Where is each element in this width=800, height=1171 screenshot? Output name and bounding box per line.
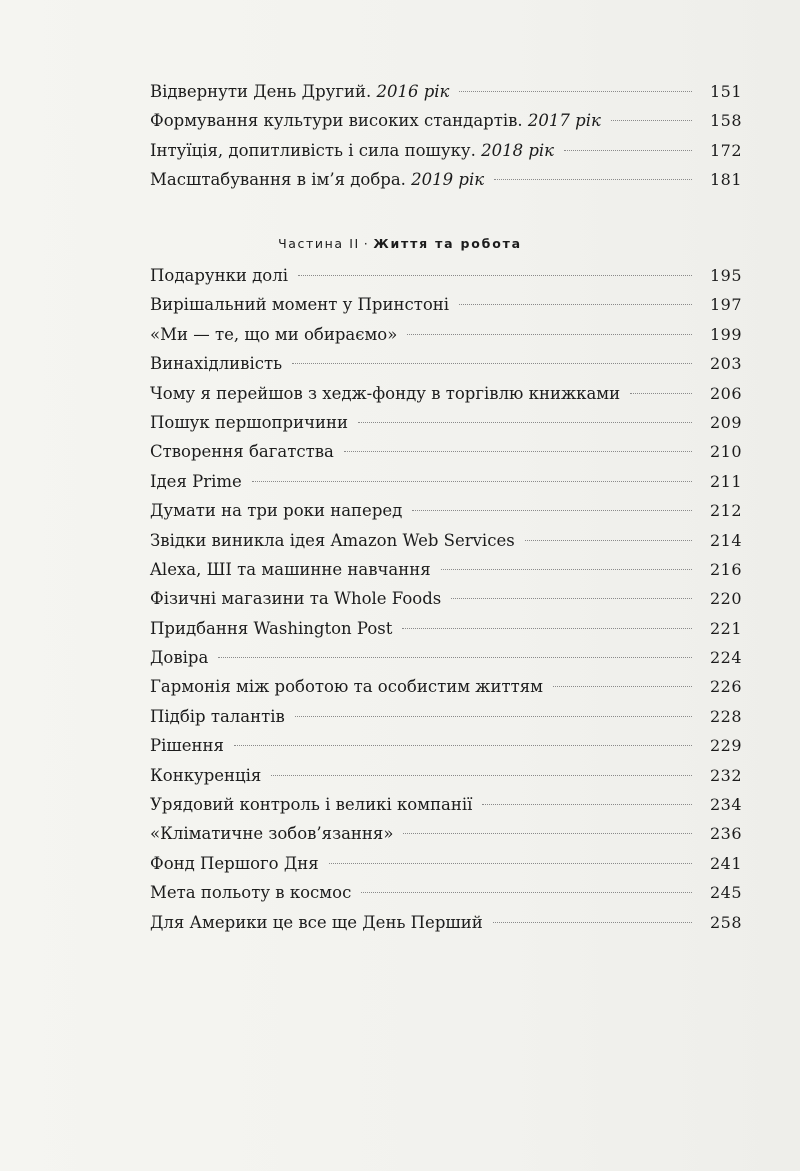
toc-list-part2 xyxy=(150,266,742,942)
toc-entry-year: 2019 рік xyxy=(411,170,485,190)
toc-entry xyxy=(150,589,742,618)
toc-entry-title-text: Подарунки долі xyxy=(150,266,288,285)
toc-entry-title xyxy=(150,141,564,160)
toc-entry-page-number: 234 xyxy=(709,795,742,815)
toc-entry-title xyxy=(150,170,494,189)
toc-entry-title-text: Відвернути День Другий. xyxy=(150,82,372,101)
toc-entry xyxy=(150,766,742,795)
dot-leader xyxy=(218,657,692,658)
toc-entry-title xyxy=(150,413,358,432)
part-separator: · xyxy=(363,236,370,251)
toc-entry-page-number: 236 xyxy=(709,824,742,844)
toc-entry-page-number: 224 xyxy=(709,648,742,668)
toc-entry-title xyxy=(150,883,361,902)
toc-entry-page-number: 195 xyxy=(709,266,742,285)
toc-entry-title-text: Чому я перейшов з хедж-фонду в торгівлю книжками xyxy=(150,383,621,403)
toc-entry-title xyxy=(150,560,441,579)
toc-entry-title-text: Формування культури високих стандартів. xyxy=(150,111,523,131)
toc-entry-page-number: 228 xyxy=(709,706,742,726)
dot-leader xyxy=(295,716,692,717)
toc-list-part1-end xyxy=(150,82,742,200)
toc-entry-title-text: «Ми — те, що ми обираємо» xyxy=(150,324,398,344)
toc-entry xyxy=(150,560,742,589)
toc-entry xyxy=(150,883,742,912)
toc-entry xyxy=(150,795,742,824)
toc-entry-year: 2017 рік xyxy=(527,111,601,131)
toc-entry-title xyxy=(150,648,218,667)
toc-entry-title xyxy=(150,589,451,608)
toc-entry-title-text: Ідея Prime xyxy=(150,471,242,491)
toc-entry xyxy=(150,111,742,140)
toc-entry-page-number: 216 xyxy=(709,559,742,579)
toc-entry xyxy=(150,619,742,648)
toc-entry-title xyxy=(150,325,407,344)
toc-entry-title-text: Звідки виникла ідея Amazon Web Services xyxy=(150,530,515,550)
dot-leader xyxy=(493,922,692,923)
toc-entry-title-text: «Кліматичне зобов’язання» xyxy=(150,824,394,844)
toc-entry xyxy=(150,736,742,765)
dot-leader xyxy=(494,179,692,180)
toc-entry-title-text: Фізичні магазини та Whole Foods xyxy=(150,589,442,609)
toc-entry-title xyxy=(150,501,412,520)
toc-entry-page-number: 226 xyxy=(709,677,742,697)
toc-entry-title xyxy=(150,677,553,696)
toc-entry-page-number: 199 xyxy=(709,324,742,344)
toc-entry-page-number: 206 xyxy=(709,383,742,403)
dot-leader xyxy=(611,120,692,121)
toc-entry-title xyxy=(150,384,630,403)
dot-leader xyxy=(403,833,692,834)
toc-entry-title xyxy=(150,82,459,101)
toc-entry-title-text: Пошук першопричини xyxy=(150,412,348,432)
toc-entry-page-number: 258 xyxy=(709,912,742,932)
toc-entry xyxy=(150,677,742,706)
toc-entry-title-text: Мета польоту в космос xyxy=(150,883,352,903)
dot-leader xyxy=(451,598,692,599)
toc-entry-title xyxy=(150,913,493,932)
toc-entry-page-number: 210 xyxy=(709,442,742,462)
toc-entry-page-number: 221 xyxy=(709,618,742,638)
toc-entry-page-number: 229 xyxy=(709,736,742,756)
toc-entry-title xyxy=(150,111,611,130)
toc-entry xyxy=(150,325,742,354)
toc-entry xyxy=(150,413,742,442)
toc-entry-page-number: 203 xyxy=(709,354,742,374)
dot-leader xyxy=(482,804,692,805)
dot-leader xyxy=(441,569,692,570)
part-label: Частина II xyxy=(278,236,360,251)
toc-entry-page-number: 172 xyxy=(709,140,742,160)
toc-entry-title xyxy=(150,824,403,843)
toc-entry-page-number: 209 xyxy=(709,412,742,432)
toc-entry-title xyxy=(150,354,292,373)
toc-entry-title-text: Гармонія між роботою та особистим життям xyxy=(150,677,543,697)
part-name: Життя та робота xyxy=(373,236,522,251)
toc-entry-title xyxy=(150,531,525,550)
toc-entry-title xyxy=(150,766,271,785)
dot-leader xyxy=(298,275,692,276)
dot-leader xyxy=(412,510,692,511)
toc-entry-page-number: 214 xyxy=(709,530,742,550)
toc-entry xyxy=(150,707,742,736)
toc-entry-year: 2016 рік xyxy=(376,82,450,101)
toc-entry xyxy=(150,266,742,295)
dot-leader xyxy=(564,150,692,151)
dot-leader xyxy=(361,892,692,893)
toc-entry xyxy=(150,442,742,471)
toc-entry-page-number: 158 xyxy=(709,111,742,131)
dot-leader xyxy=(329,863,692,864)
toc-entry xyxy=(150,531,742,560)
toc-entry xyxy=(150,82,742,111)
toc-entry xyxy=(150,824,742,853)
toc-entry-page-number: 212 xyxy=(709,501,742,521)
toc-entry-page-number: 220 xyxy=(709,589,742,609)
toc-entry xyxy=(150,913,742,942)
dot-leader xyxy=(630,393,692,394)
toc-entry xyxy=(150,141,742,170)
dot-leader xyxy=(252,481,692,482)
toc-entry-title xyxy=(150,472,252,491)
toc-entry-page-number: 211 xyxy=(709,471,742,491)
toc-entry xyxy=(150,384,742,413)
toc-entry-page-number: 232 xyxy=(709,765,742,785)
toc-entry xyxy=(150,472,742,501)
toc-entry-title-text: Фонд Першого Дня xyxy=(150,853,319,873)
toc-entry xyxy=(150,648,742,677)
toc-entry-title-text: Створення багатства xyxy=(150,442,334,462)
dot-leader xyxy=(407,334,692,335)
toc-entry-title-text: Конкуренція xyxy=(150,765,262,785)
toc-entry-title-text: Інтуїція, допитливість і сила пошуку. xyxy=(150,140,476,160)
toc-entry-title-text: Придбання Washington Post xyxy=(150,618,393,638)
toc-entry-title-text: Alexa, ШІ та машинне навчання xyxy=(150,559,431,579)
toc-entry-title-text: Думати на три роки наперед xyxy=(150,501,403,521)
dot-leader xyxy=(234,745,692,746)
toc-entry-title xyxy=(150,295,459,314)
toc-entry-title xyxy=(150,854,329,873)
toc-entry xyxy=(150,354,742,383)
toc-entry-title xyxy=(150,619,402,638)
toc-entry-page-number: 181 xyxy=(709,170,742,190)
toc-entry xyxy=(150,170,742,199)
dot-leader xyxy=(344,451,692,452)
toc-entry xyxy=(150,501,742,530)
toc-entry-title xyxy=(150,442,344,461)
toc-entry xyxy=(150,854,742,883)
dot-leader xyxy=(402,628,692,629)
toc-entry-year: 2018 рік xyxy=(481,140,555,160)
toc-entry-title-text: Масштабування в ім’я добра. xyxy=(150,170,406,190)
toc-entry-page-number: 151 xyxy=(709,82,742,101)
dot-leader xyxy=(459,304,692,305)
dot-leader xyxy=(271,775,692,776)
toc-entry-title xyxy=(150,266,298,285)
toc-entry-title-text: Довіра xyxy=(150,648,209,668)
dot-leader xyxy=(459,91,692,92)
toc-entry-title-text: Рішення xyxy=(150,736,224,756)
dot-leader xyxy=(553,686,692,687)
dot-leader xyxy=(525,540,692,541)
toc-entry-title-text: Для Америки це все ще День Перший xyxy=(150,912,483,932)
toc-entry-page-number: 241 xyxy=(709,853,742,873)
toc-entry-title-text: Вирішальний момент у Принстоні xyxy=(150,295,450,315)
toc-entry-title-text: Винахідливість xyxy=(150,354,283,374)
toc-entry-title xyxy=(150,736,234,755)
toc-entry-title-text: Підбір талантів xyxy=(150,706,285,726)
dot-leader xyxy=(358,422,692,423)
toc-entry xyxy=(150,295,742,324)
toc-entry-title xyxy=(150,707,295,726)
dot-leader xyxy=(292,363,692,364)
toc-entry-title xyxy=(150,795,482,814)
toc-entry-page-number: 197 xyxy=(709,295,742,315)
part-heading xyxy=(0,236,800,251)
toc-entry-page-number: 245 xyxy=(709,883,742,903)
toc-entry-title-text: Урядовий контроль і великі компанії xyxy=(150,795,473,815)
